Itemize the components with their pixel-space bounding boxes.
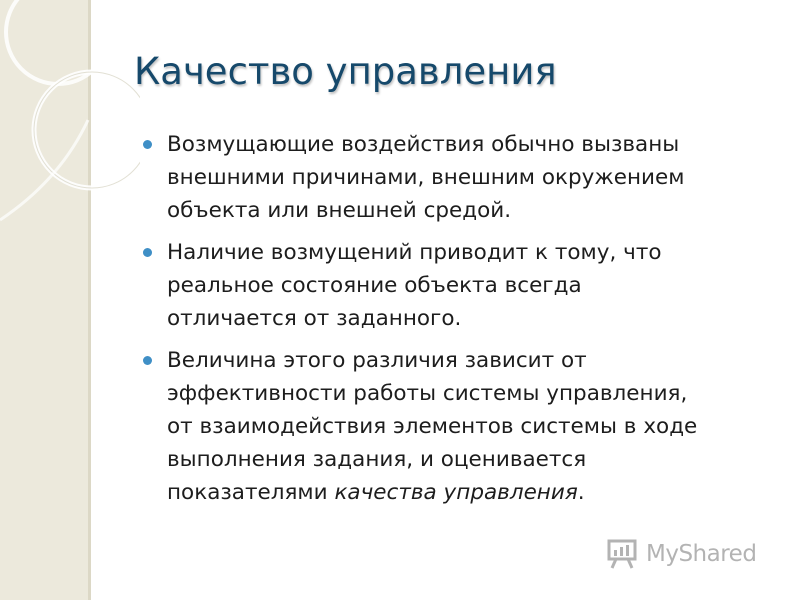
decorative-circles xyxy=(0,0,140,260)
bullet-list xyxy=(140,128,780,518)
bullet-line: отличается от заданного. xyxy=(167,306,462,331)
presentation-board-icon xyxy=(606,537,640,571)
bullet-dot-icon xyxy=(143,140,152,149)
bullet-text: . xyxy=(577,480,585,505)
watermark-text: MyShared xyxy=(646,541,757,567)
bullet-line: эффективности работы системы управления, xyxy=(167,381,688,406)
bullet-line: реальное состояние объекта всегда xyxy=(167,273,582,298)
bullet-item xyxy=(140,128,780,227)
bullet-line: от взаимодействия элементов системы в ходе xyxy=(167,414,698,439)
bullet-dot-icon xyxy=(143,356,152,365)
bullet-line: выполнения задания, и оценивается xyxy=(167,447,587,472)
bullet-line: внешними причинами, внешним окружением xyxy=(167,165,685,190)
watermark xyxy=(606,536,756,572)
bullet-line: Величина этого различия зависит от xyxy=(167,348,587,373)
emphasis-text: качества управления xyxy=(334,480,578,505)
bullet-text: показателями xyxy=(167,480,335,505)
bullet-dot-icon xyxy=(143,248,152,257)
bullet-item xyxy=(140,236,780,335)
bullet-line: объекта или внешней средой. xyxy=(167,198,512,223)
bullet-item xyxy=(140,344,780,509)
bullet-line: Наличие возмущений приводит к тому, что xyxy=(167,240,662,265)
bullet-line: Возмущающие воздействия обычно вызваны xyxy=(167,132,680,157)
slide-title: Качество управления xyxy=(134,50,557,93)
bullet-line-last xyxy=(167,476,780,509)
